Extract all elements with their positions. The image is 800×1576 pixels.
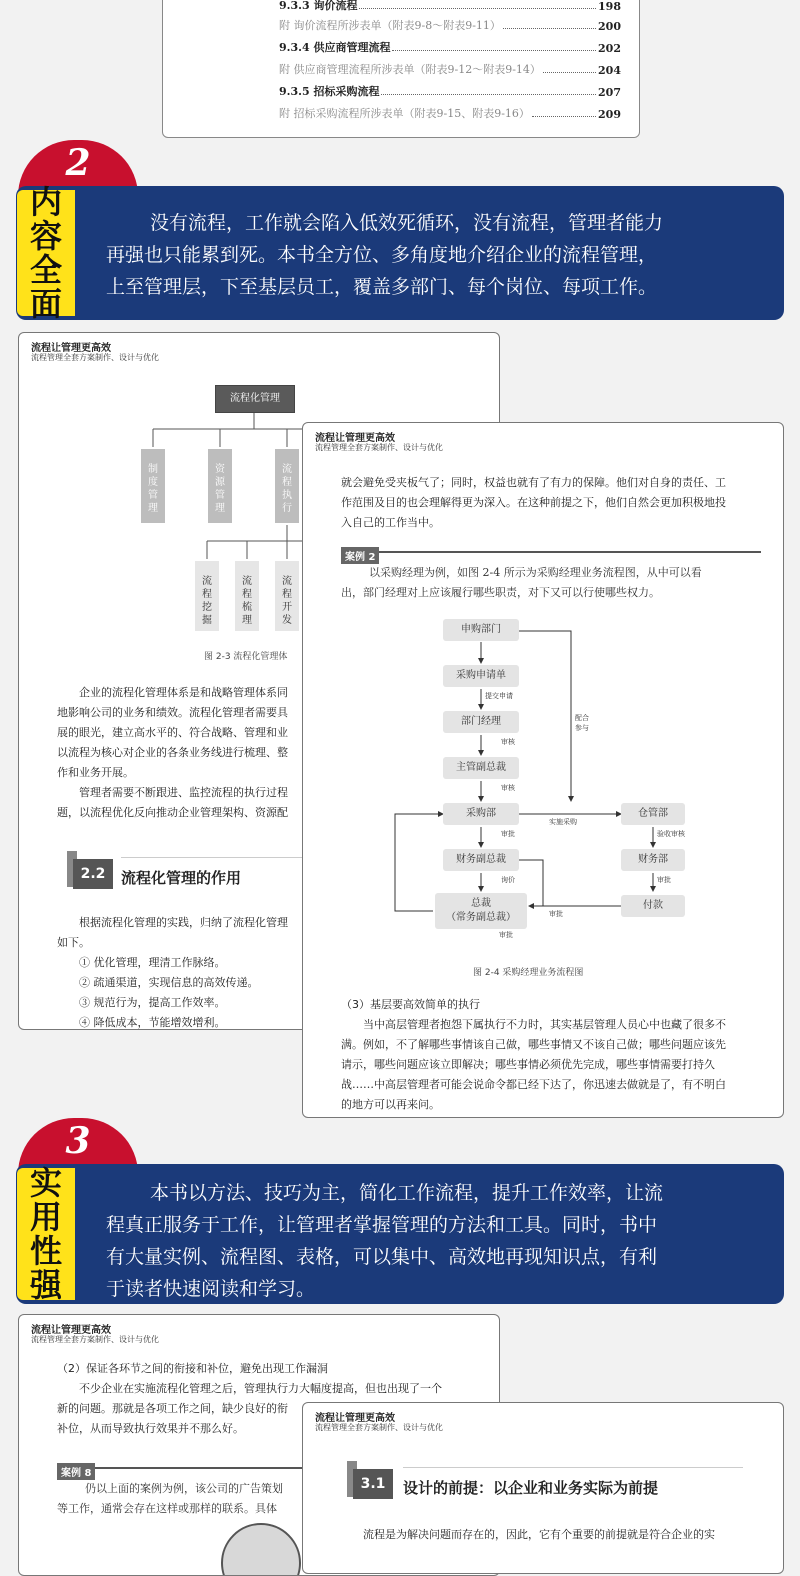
flow-node: 付款 [621,895,685,917]
section-number-box: 3.1 [353,1469,393,1499]
tree-node [208,449,232,523]
side-char: 用 [29,1198,62,1236]
case-label: 案例 8 [57,1463,95,1480]
tree-node [141,449,165,523]
banner-line: 再强也只能累到死。本书全方位、多角度地介绍企业的流程管理， [106,244,658,266]
body-paragraph: 流程是为解决问题而存在的，因此，它有个重要的前提就是符合企业的实 [363,1528,715,1541]
text-line: 管理者需要不断跟进、监控流程的执行过程 [79,786,288,799]
side-char: 实 [29,1164,62,1202]
flow-node-label: （常务副总裁） [446,912,516,923]
toc-entry-label: 附 供应商管理流程所涉表单（附表9-12～附表9-14） [279,63,541,76]
toc-leader [543,72,596,73]
tree-node-label: 流程梳理 [242,576,252,626]
toc-entry [279,57,621,77]
toc-entry [279,79,621,99]
toc-leader [532,116,596,117]
toc-leader [359,8,596,9]
tree-root: 流程化管理 [215,385,295,413]
flow-node: 采购部 [443,803,519,825]
text-line: 作和业务开展。 [57,766,134,779]
tree-node [275,561,299,631]
section-title: 设计的前提：以企业和业务实际为前提 [403,1479,659,1497]
toc-entry [279,0,621,13]
flow-label: 审批 [499,931,513,939]
toc-page [162,0,640,138]
tree-node-label: 制度管理 [148,464,158,514]
toc-entry [279,101,621,121]
section-title: 流程化管理的作用 [121,869,242,887]
tree-node-label: 流程挖掘 [202,576,212,626]
text-line: 当中高层管理者抱怨下属执行不力时，其实基层管理人员心中也藏了很多不 [363,1018,726,1031]
flow-node: 主管副总裁 [443,757,519,779]
flow-node: 采购申请单 [443,665,519,687]
figure-caption: 图 2-3 流程化管理体 [204,652,288,662]
text-line: 满。例如，不了解哪些事情该自己做，哪些事情又不该自己做；哪些问题应该先 [341,1038,726,1051]
figure-caption: 图 2-4 采购经理业务流程图 [473,968,584,978]
side-char: 面 [29,285,62,323]
side-char: 强 [29,1266,62,1304]
section-rule [403,1467,743,1468]
tree-node-label: 资源管理 [215,464,225,514]
banner-text [106,1177,776,1305]
section-rule [121,857,311,858]
banner-line: 于读者快速阅读和学习。 [106,1278,316,1300]
flow-label: 配合 [575,714,589,722]
page-header-title: 流程让管理更高效 [315,433,395,444]
text-line: 就会避免受夹板气了；同时，权益也就有了有力的保障。他们对自身的责任、工 [341,476,726,489]
toc-entry-page: 202 [598,42,621,55]
banner-side-label [17,183,75,323]
text-line: 企业的流程化管理体系是和战略管理体系同 [79,686,288,699]
text-line: 的地方可以再来问。 [341,1098,440,1111]
toc-entry-label: 9.3.3 询价流程 [279,0,358,12]
text-line: 以流程为核心对企业的各条业务线进行梳理、整 [57,746,288,759]
flow-node: 申购部门 [443,619,519,641]
flow-node: 财务部 [621,849,685,871]
body-paragraph [57,683,317,823]
side-char: 全 [29,251,62,289]
toc-entry [279,13,621,33]
page-header-subtitle: 流程管理全套方案制作、设计与优化 [315,443,443,452]
page-header-subtitle: 流程管理全套方案制作、设计与优化 [31,1335,159,1344]
flow-label: 实施采购 [549,818,577,826]
text-line: 出，部门经理对上应该履行哪些职责，对下又可以行使哪些权力。 [341,586,660,599]
diagram-circle [221,1523,301,1576]
banner-line: 上至管理层，下至基层员工，覆盖多部门、每个岗位、每项工作。 [106,276,658,298]
book-page-design [302,1402,784,1574]
toc-leader [503,28,596,29]
case-rule [341,551,761,553]
flow-node: 财务副总裁 [443,849,519,871]
page-header-title: 流程让管理更高效 [315,1413,395,1424]
toc-entry-page: 204 [598,64,621,77]
flow-label: 审批 [501,830,515,838]
toc-leader [381,94,596,95]
text-line: 如下。 [57,936,90,949]
text-line: 作范围及目的也会理解得更为深入。在这种前提之下，他们自然会更加积极地投 [341,496,726,509]
text-line: 仍以上面的案例为例，该公司的广告策划 [85,1482,283,1495]
sub-heading: （2）保证各环节之间的衔接和补位，避免出现工作漏洞 [57,1362,328,1375]
toc-entry-page: 209 [598,108,621,121]
side-char: 性 [29,1232,62,1270]
list-item: ③ 规范行为，提高工作效率。 [79,996,226,1009]
section-number: 2 [65,142,91,184]
page-header-title: 流程让管理更高效 [31,1325,111,1336]
text-line: 新的问题。那就是各项工作之间，缺少良好的衔 [57,1402,288,1415]
toc-leader [392,50,596,51]
tree-node-label: 流程开发 [282,576,292,626]
page-header-subtitle: 流程管理全套方案制作、设计与优化 [315,1423,443,1432]
toc-entry-page: 200 [598,20,621,33]
text-line: 根据流程化管理的实践，归纳了流程化管理 [79,916,288,929]
flow-label: 询价 [501,876,515,884]
banner-line: 本书以方法、技巧为主，简化工作流程，提升工作效率，让流 [150,1182,664,1204]
text-line: 不少企业在实施流程化管理之后，管理执行力大幅度提高，但也出现了一个 [79,1382,442,1395]
flow-label: 参与 [575,724,589,732]
text-line: 入自己的工作当中。 [341,516,440,529]
banner-line: 有大量实例、流程图、表格，可以集中、高效地再现知识点，有利 [106,1246,658,1268]
flow-label: 审批 [657,876,671,884]
toc-entry-label: 附 询价流程所涉表单（附表9-8～附表9-11） [279,19,501,32]
toc-entry-label: 9.3.4 供应商管理流程 [279,41,391,54]
text-line: 地影响公司的业务和绩效。流程化管理者需要具 [57,706,288,719]
body-paragraph [341,473,761,533]
toc-entry [279,35,621,55]
section-number: 3 [65,1120,91,1162]
flow-label: 提交申请 [485,692,513,700]
text-line: 等工作，通常会存在这样或那样的联系。具体 [57,1502,277,1515]
section-number-box: 2.2 [73,859,113,889]
flow-node: 部门经理 [443,711,519,733]
banner-line: 没有流程，工作就会陷入低效死循环，没有流程，管理者能力 [150,212,664,234]
toc-entry-label: 附 招标采购流程所涉表单（附表9-15、附表9-16） [279,107,530,120]
text-line: 以采购经理为例，如图 2-4 所示为采购经理业务流程图，从中可以看 [369,566,702,579]
book-page-flowchart [302,422,784,1118]
flow-node-label: 总裁 [471,898,491,909]
page-header-title: 流程让管理更高效 [31,343,111,354]
text-line: 题，以流程优化反向推动企业管理架构、资源配 [57,806,288,819]
tree-node [195,561,219,631]
sub-heading: （3）基层要高效简单的执行 [341,998,480,1011]
tree-node [235,561,259,631]
case-label: 案例 2 [341,547,379,564]
case-text [341,563,761,603]
flow-label: 验收审核 [657,830,685,838]
text-line: 展的眼光，建立高水平的、符合战略、管理和业 [57,726,288,739]
body-paragraph [57,913,317,1030]
list-item: ① 优化管理，理清工作脉络。 [79,956,226,969]
list-item: ④ 降低成本，节能增效增利。 [79,1016,226,1029]
banner-side-label [17,1164,75,1304]
tree-node-label: 流程执行 [282,464,292,514]
case-text [57,1479,317,1519]
text-line: 补位，从而导致执行效果并不那么好。 [57,1422,244,1435]
toc-entry-label: 9.3.5 招标采购流程 [279,85,380,98]
side-char: 内 [29,183,62,221]
list-item: ② 疏通渠道，实现信息的高效传递。 [79,976,259,989]
body-paragraph [341,995,771,1115]
flow-node: 仓管部 [621,803,685,825]
banner-text [106,207,776,303]
flowchart-connectors [303,613,783,953]
toc-entry-page: 198 [598,0,621,13]
flow-label: 审核 [501,738,515,746]
side-char: 容 [29,217,62,255]
tree-node [275,449,299,523]
case-rule [57,1467,317,1469]
flow-label: 审核 [501,784,515,792]
text-line: 请示，哪些问题应该立即解决；哪些事情必须优先完成，哪些事情需要打持久 [341,1058,715,1071]
page-header-subtitle: 流程管理全套方案制作、设计与优化 [31,353,159,362]
banner-line: 程真正服务于工作，让管理者掌握管理的方法和工具。同时，书中 [106,1214,658,1236]
text-line: 战……中高层管理者可能会说命令都已经下达了，你迅速去做就是了，有不明白 [341,1078,726,1091]
flow-node [435,893,527,929]
flow-label: 审批 [549,910,563,918]
toc-entry-page: 207 [598,86,621,99]
